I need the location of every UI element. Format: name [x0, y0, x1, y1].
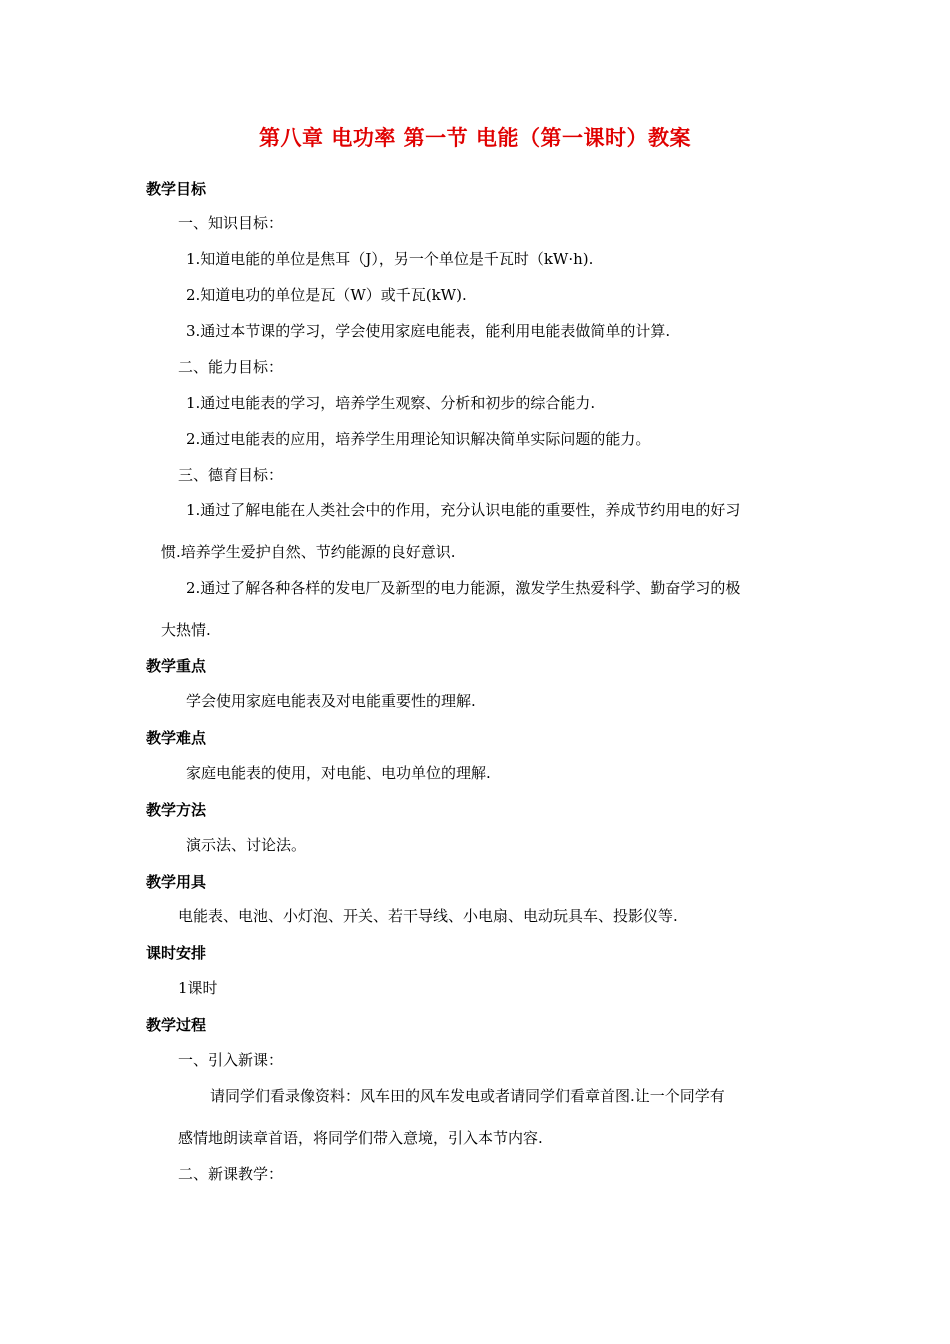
key-points-heading: 教学重点: [146, 657, 207, 675]
moral-goal-item-1-line2: 惯.培养学生爱护自然、节约能源的良好意识.: [161, 543, 456, 561]
schedule-heading: 课时安排: [146, 944, 207, 962]
difficulties-heading: 教学难点: [146, 729, 207, 747]
knowledge-goal-item: 3.通过本节课的学习，学会使用家庭电能表，能利用电能表做简单的计算.: [186, 322, 671, 340]
knowledge-goal-item: 1.知道电能的单位是焦耳（J），另一个单位是千瓦时（kW·h).: [186, 250, 594, 268]
intro-heading: 一、引入新课：: [178, 1051, 284, 1069]
intro-line-2: 感情地朗读章首语，将同学们带入意境，引入本节内容.: [178, 1129, 543, 1147]
moral-goals-heading: 三、德育目标：: [178, 466, 284, 484]
tools-heading: 教学用具: [146, 873, 207, 891]
knowledge-goal-item: 2.知道电功的单位是瓦（W）或千瓦(kW).: [186, 286, 467, 304]
process-heading: 教学过程: [146, 1016, 207, 1034]
difficulties-text: 家庭电能表的使用，对电能、电功单位的理解.: [186, 764, 491, 782]
ability-goals-heading: 二、能力目标：: [178, 358, 284, 376]
moral-goal-item-2-line2: 大热情.: [161, 621, 211, 639]
knowledge-goals-heading: 一、知识目标：: [178, 214, 284, 232]
moral-goal-item-1-line1: 1.通过了解电能在人类社会中的作用，充分认识电能的重要性，养成节约用电的好习: [186, 501, 741, 519]
schedule-text: 1课时: [178, 979, 218, 997]
ability-goal-item: 2.通过电能表的应用，培养学生用理论知识解决简单实际问题的能力。: [186, 430, 651, 448]
key-points-text: 学会使用家庭电能表及对电能重要性的理解.: [186, 692, 476, 710]
methods-text: 演示法、讨论法。: [186, 836, 307, 854]
document-title: 第八章 电功率 第一节 电能（第一课时）教案: [259, 126, 691, 150]
goals-heading: 教学目标: [146, 180, 207, 198]
new-lesson-heading: 二、新课教学：: [178, 1165, 284, 1183]
tools-text: 电能表、电池、小灯泡、开关、若干导线、小电扇、电动玩具车、投影仪等.: [178, 907, 678, 925]
moral-goal-item-2-line1: 2.通过了解各种各样的发电厂及新型的电力能源，激发学生热爱科学、勤奋学习的极: [186, 579, 741, 597]
intro-line-1: 请同学们看录像资料：风车田的风车发电或者请同学们看章首图.让一个同学有: [210, 1087, 725, 1105]
methods-heading: 教学方法: [146, 801, 207, 819]
ability-goal-item: 1.通过电能表的学习，培养学生观察、分析和初步的综合能力.: [186, 394, 596, 412]
